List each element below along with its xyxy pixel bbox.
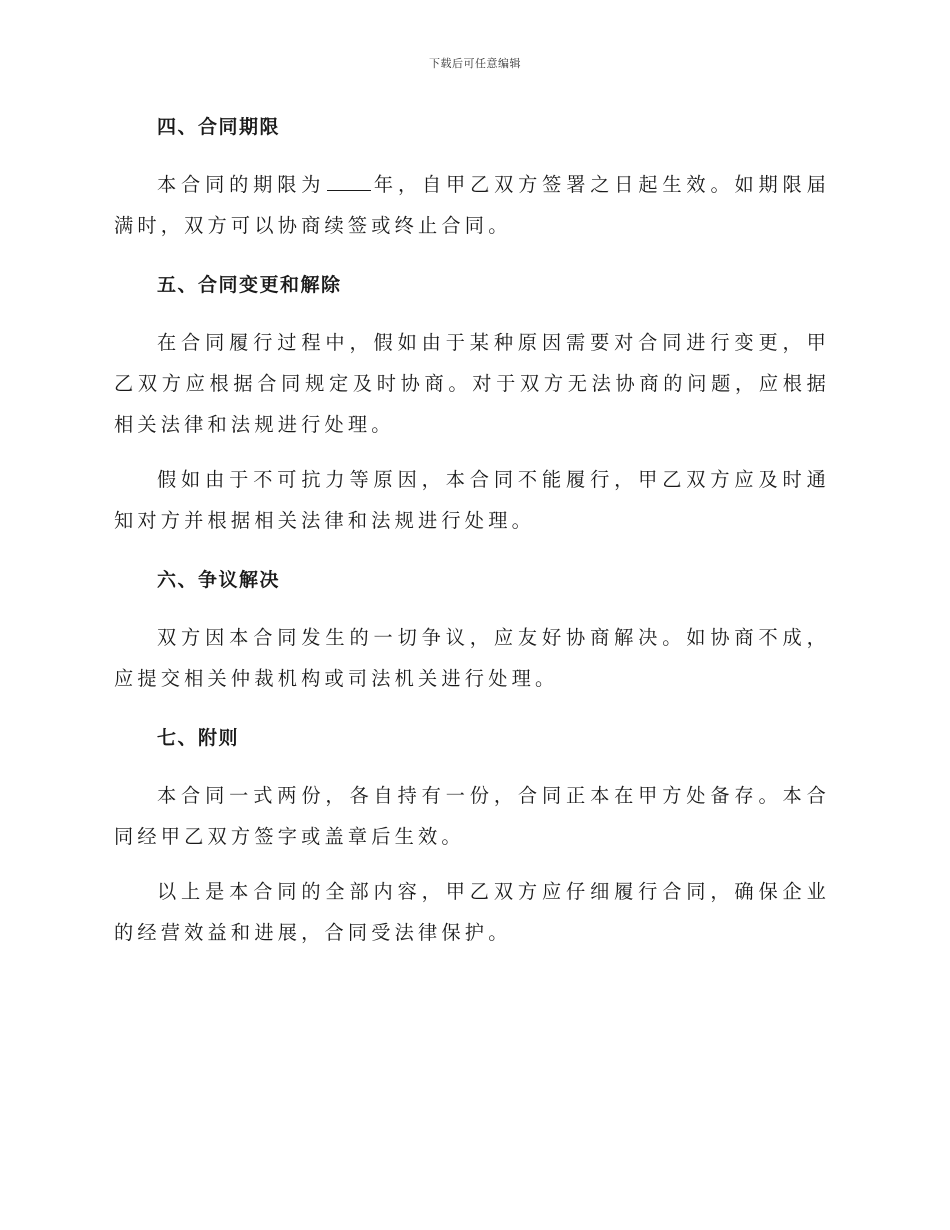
paragraph-supplementary-2: 以上是本合同的全部内容，甲乙双方应仔细履行合同，确保企业的经营效益和进展，合同受法律保护。 (114, 880, 830, 944)
paragraph-supplementary-1: 本合同一式两份，各自持有一份，合同正本在甲方处备存。本合同经甲乙双方签字或盖章后生效。 (114, 784, 830, 848)
section-heading-supplementary: 七、附则 (157, 727, 240, 749)
paragraph-term-end: 年，自甲乙双方签署之日起生效。如期限届满时，双方可以协商续签或终止合同。 (114, 173, 830, 237)
section-heading-term: 四、合同期限 (157, 116, 281, 138)
paragraph-term-start: 本合同的期限为 (157, 173, 326, 196)
paragraph-dispute: 双方因本合同发生的一切争议，应友好协商解决。如协商不成，应提交相关仲裁机构或司法机关进行处理。 (114, 626, 830, 690)
paragraph-term (114, 164, 830, 246)
paragraph-change-2: 假如由于不可抗力等原因，本合同不能履行，甲乙双方应及时通知对方并根据相关法律和法规进行处理。 (114, 468, 830, 532)
section-heading-change-termination: 五、合同变更和解除 (157, 274, 342, 296)
section-heading-dispute: 六、争议解决 (157, 569, 281, 591)
header-note: 下载后可任意编辑 (429, 57, 521, 70)
paragraph-change-1: 在合同履行过程中，假如由于某种原因需要对合同进行变更，甲乙双方应根据合同规定及时协商。对于双方无法协商的问题，应根据相关法律和法规进行处理。 (114, 331, 830, 436)
document-body (114, 108, 830, 967)
fill-in-blank-line (327, 172, 371, 191)
